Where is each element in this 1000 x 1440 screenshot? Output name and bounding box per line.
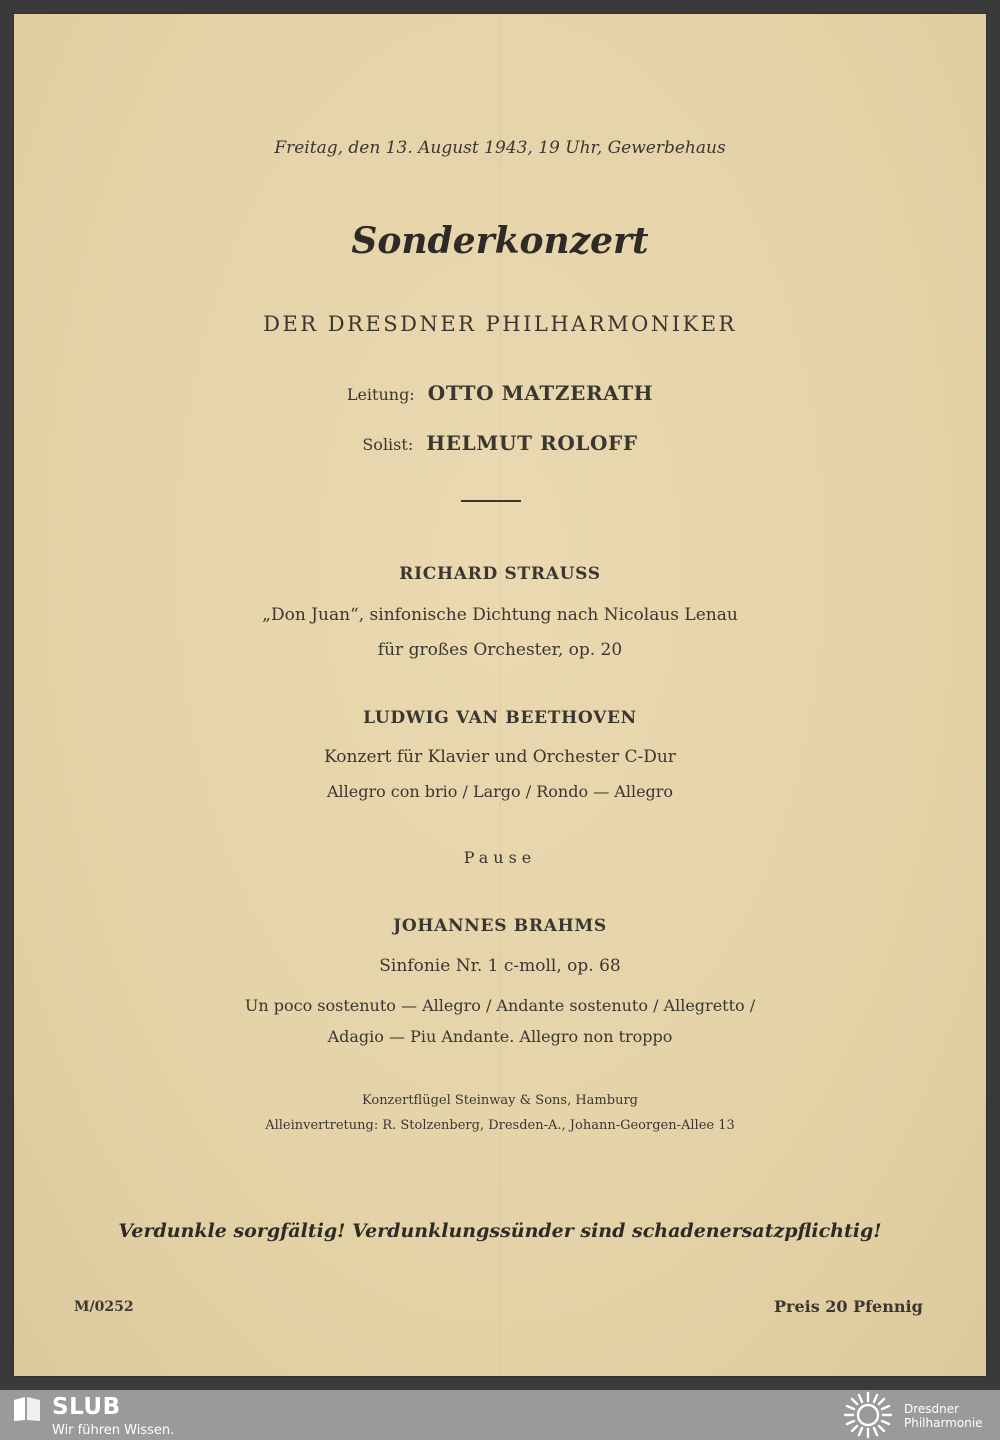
slub-tagline: Wir führen Wissen. (52, 1423, 175, 1438)
composer-strauss: RICHARD STRAUSS (399, 564, 601, 584)
conductor-name: OTTO MATZERATH (427, 381, 654, 405)
philharmonie-logo-text (904, 1402, 983, 1430)
blackout-warning: Verdunkle sorgfältig! Verdunklungssünder sind schadenersatzpflichtig! (118, 1220, 882, 1242)
soloist-row (14, 431, 986, 455)
paper-fold (500, 14, 501, 1376)
soloist-label: Solist: (362, 435, 414, 454)
movements-line: Allegro con brio / Largo / Rondo — Allegro (326, 782, 674, 801)
conductor-row (14, 381, 986, 405)
date-line: Freitag, den 13. August 1943, 19 Uhr, Gewerbehaus (274, 138, 726, 158)
work-line: für großes Orchester, op. 20 (377, 640, 623, 660)
page-title: Sonderkonzert (351, 220, 649, 262)
concert-program-sheet (14, 14, 986, 1376)
catalog-code: M/0252 (74, 1299, 134, 1315)
conductor-label: Leitung: (346, 385, 415, 404)
movements-line: Adagio — Piu Andante. Allegro non troppo (327, 1027, 673, 1046)
orchestra-name: DER DRESDNER PHILHARMONIKER (263, 312, 737, 336)
work-line: Konzert für Klavier und Orchester C-Dur (324, 747, 676, 767)
philharmonie-line2: Philharmonie (904, 1416, 983, 1430)
piano-note: Konzertflügel Steinway & Sons, Hamburg (362, 1093, 638, 1108)
divider (461, 500, 521, 502)
work-line: „Don Juan“, sinfonische Dichtung nach Nicolaus Lenau (262, 605, 738, 625)
intermission-label: Pause (463, 848, 537, 867)
sunburst-icon (842, 1390, 894, 1440)
agency-note: Alleinvertretung: R. Stolzenberg, Dresden-A., Johann-Georgen-Allee 13 (265, 1118, 735, 1133)
work-line: Sinfonie Nr. 1 c-moll, op. 68 (379, 956, 621, 976)
composer-brahms: JOHANNES BRAHMS (393, 916, 607, 936)
price-label: Preis 20 Pfennig (774, 1297, 923, 1316)
soloist-name: HELMUT ROLOFF (426, 431, 638, 455)
book-icon (12, 1396, 42, 1422)
composer-beethoven: LUDWIG VAN BEETHOVEN (363, 708, 637, 728)
movements-line: Un poco sostenuto — Allegro / Andante sostenuto / Allegretto / (244, 996, 756, 1015)
footer-bar (0, 1390, 1000, 1440)
philharmonie-line1: Dresdner (904, 1402, 960, 1416)
slub-logo-text: SLUB (52, 1394, 121, 1420)
